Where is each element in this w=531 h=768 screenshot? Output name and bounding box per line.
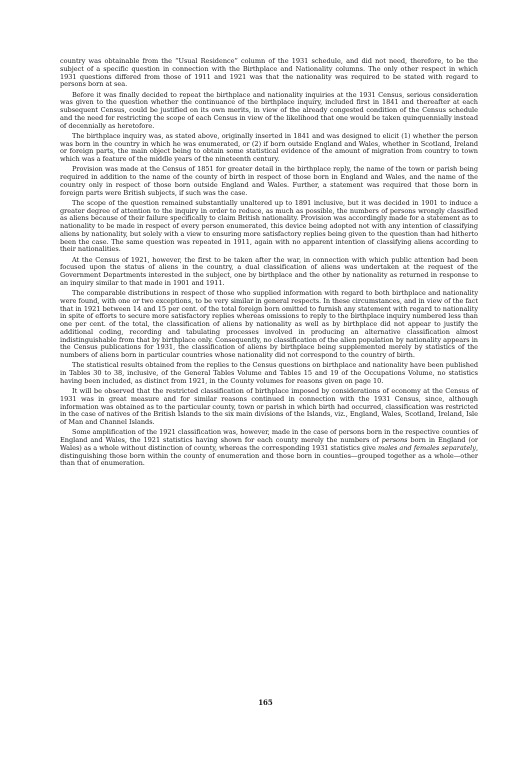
paragraph-text: Some amplification of the 1921 classification was, however, made in the case of persons born in the respective counties of England and Wales, the 1921 statistics having shown for each county merely the numbers of [60, 428, 478, 444]
emphasis-text: males and females separately [378, 443, 476, 452]
paragraph-text: Before it was finally decided to repeat the birthplace and nationality inquiries at the 1931 Census, serious consideration was given to the question whether the continuance of the birthplace inquiry, included first in 1841 and thereafter at each subsequent Census, could be justified on its own merits, in view of the already congested condition of the Census schedule and the need for restricting the scope of each Census in view of the likelihood that one would be taken quinquennially instead of decennially as heretofore. [60, 90, 478, 130]
paragraph [60, 58, 478, 89]
paragraph [60, 290, 478, 360]
paragraph [60, 257, 478, 288]
paragraph-text: At the Census of 1921, however, the first to be taken after the war, in connection with which public attention had been focused upon the status of aliens in the country, a dual classification of aliens was undertaken at the request of the Government Departments interested in the subject, one by birthplace and the other by nationality as returned in response to an inquiry similar to that made in 1901 and 1911. [60, 255, 478, 287]
paragraph-text: country was obtainable from the “Usual Residence” column of the 1931 schedule, and did not need, therefore, to be the subject of a specific question in connection with the Birthplace and Nationality columns. The only other respect in which 1931 questions differed from those of 1911 and 1921 was that the nationality was required to be stated with regard to persons born at sea. [60, 57, 478, 89]
paragraph-text: , distinguishing those born within the county of enumeration and those born in counties—grouped together as a whole—other than that of enumeration. [60, 443, 478, 468]
paragraph [60, 92, 478, 131]
paragraph-text: born in England (or Wales) as a whole without distinction of county, whereas the corresponding 1931 statistics give [60, 436, 478, 452]
document-page [60, 58, 478, 471]
paragraph [60, 200, 478, 254]
paragraph [60, 362, 478, 385]
paragraph [60, 429, 478, 468]
paragraph [60, 388, 478, 427]
emphasis-text: persons [381, 436, 408, 444]
paragraph [60, 133, 478, 164]
paragraph-text: The comparable distributions in respect of those who supplied information with regard to both birthplace and nationality were found, with one or two exceptions, to be very similar in general respects. In these circumstances, and in view of the fact that in 1921 between 14 and 15 per cent. of the total foreign born omitted to furnish any statement with regard to nationality in spite of efforts to secure more satisfactory replies whereas omissions to reply to the birthplace inquiry numbered less than one per cent. of the total, the classification of aliens by nationality as well as by birthplace did not appear to justify the additional coding, recording and tabulating processes involved in producing an alternative classification almost indistinguishable from that by birthplace only. Consequently, no classification of the alien population by nationality appears in the Census publications for 1931, the classification of aliens by birthplace being supplemented merely by statistics of the numbers of aliens born in particular countries whose nationality did not correspond to the country of birth. [60, 289, 478, 359]
paragraph-text: Provision was made at the Census of 1851 for greater detail in the birthplace reply, the name of the town or parish being required in addition to the name of the county of birth in respect of those born in England and Wales, and the name of the country only in respect of those born outside England and Wales. Further, a statement was required that those born in foreign parts were British subjects, if such was the case. [60, 165, 478, 197]
paragraph-text: It will be observed that the restricted classification of birthplace imposed by considerations of economy at the Census of 1931 was in great measure and for similar reasons continued in connection with the 1931 Census, since, although information was obtained as to the particular county, town or parish in which birth had occurred, classification was restricted in the case of natives of the British Islands to the six main divisions of the Islands, viz., England, Wales, Scotland, Ireland, Isle of Man and Channel Islands. [60, 387, 478, 426]
paragraph-text: The birthplace inquiry was, as stated above, originally inserted in 1841 and was designed to elicit (1) whether the person was born in the country in which he was enumerated, or (2) if born outside England and Wales, whether in Scotland, Ireland or foreign parts, the main object being to obtain some statistical evidence of the amount of migration from country to town which was a feature of the middle years of the nineteenth century. [60, 131, 478, 163]
paragraph-text: The scope of the question remained substantially unaltered up to 1891 inclusive, but it was decided in 1901 to induce a greater degree of attention to the inquiry in order to reduce, as much as possible, the numbers of persons wrongly classified as aliens because of their failure specifically to claim British nationality. Provision was accordingly made for a statement as to nationality to be made in respect of every person enumerated, this device being adopted not with any intention of classifying aliens by nationality, but solely with a view to ensuring more satisfactory replies being given to the question than had hitherto been the case. The same question was repeated in 1911, again with no apparent intention of classifying aliens according to their nationalities. [60, 198, 478, 254]
paragraph-text: The statistical results obtained from the replies to the Census questions on birthplace and nationality have been published in Tables 30 to 38, inclusive, of the General Tables Volume and Tables 15 and 19 of the Occupations Volume, no statistics having been included, as distinct from 1921, in the County volumes for reasons given on page 10. [60, 361, 478, 385]
page-number: 165 [258, 698, 273, 707]
paragraph [60, 166, 478, 197]
